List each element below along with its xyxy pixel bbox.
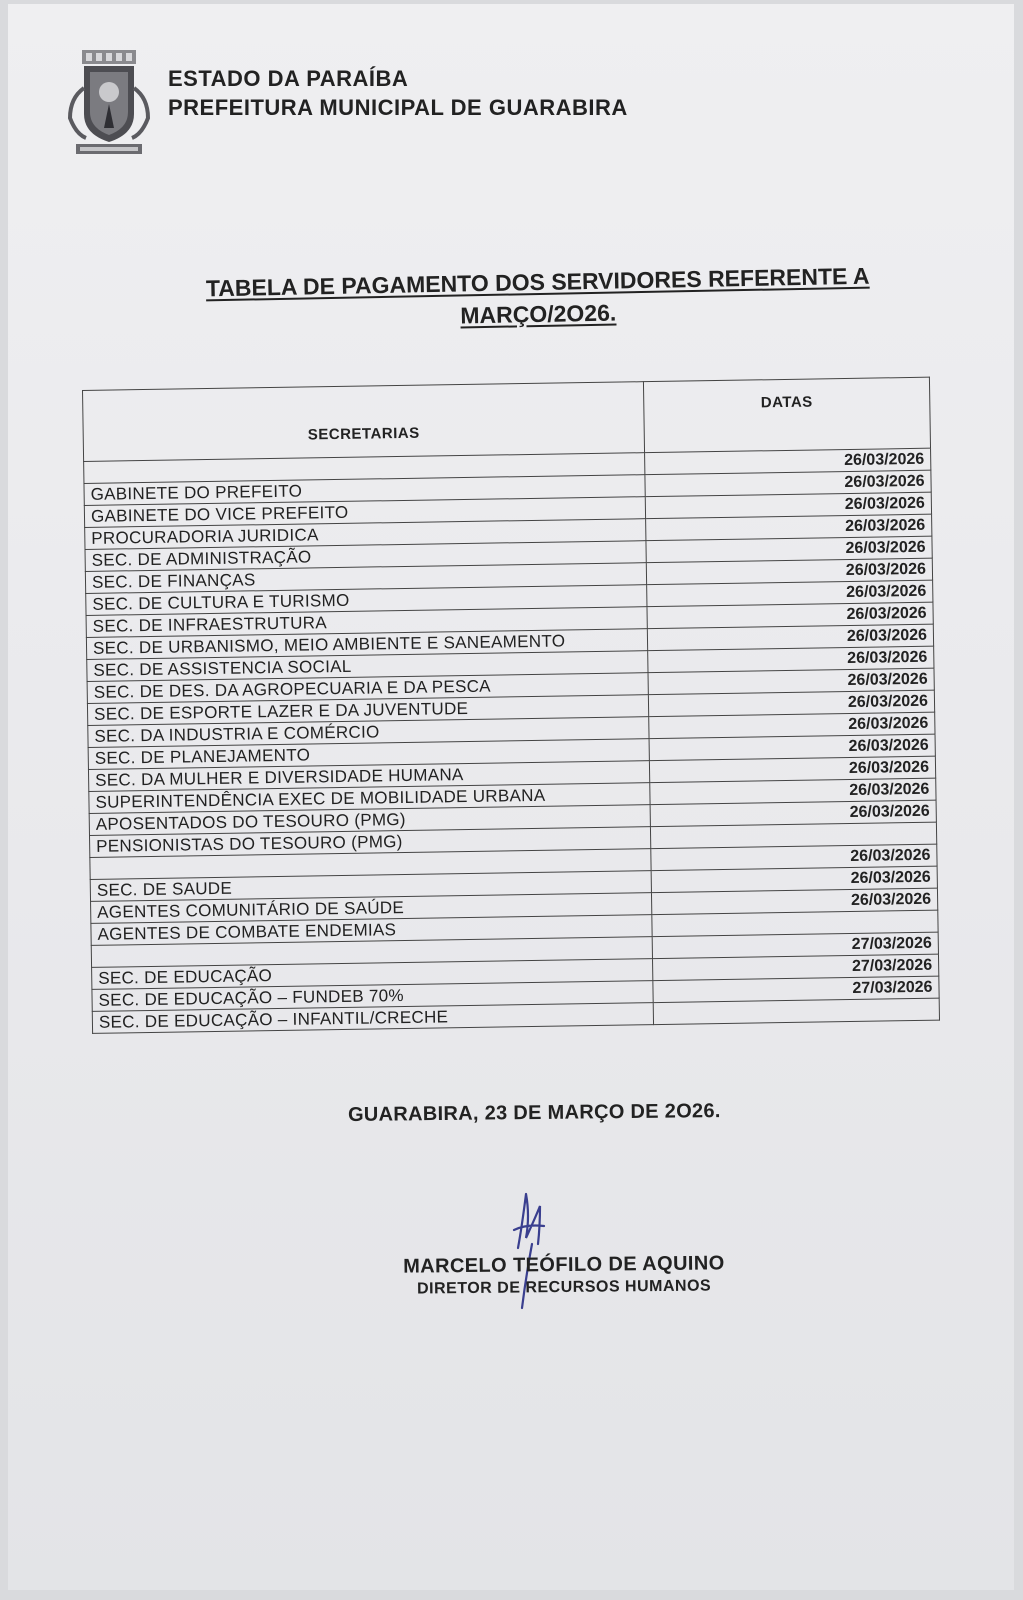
secretaria-cell: SEC. DE ESPORTE LAZER E DA JUVENTUDE xyxy=(87,695,648,726)
date-cell: 26/03/2026 xyxy=(646,558,932,584)
date-cell: 26/03/2026 xyxy=(645,448,931,474)
table-header-row xyxy=(83,377,931,461)
date-cell: 26/03/2026 xyxy=(649,712,935,738)
state-name: ESTADO DA PARAÍBA xyxy=(168,66,409,91)
title-line-1: TABELA DE PAGAMENTO DOS SERVIDORES REFERENTE A xyxy=(205,262,870,302)
secretaria-cell: GABINETE DO PREFEITO xyxy=(84,475,645,506)
date-cell: 26/03/2026 xyxy=(648,690,934,716)
date-cell: 26/03/2026 xyxy=(645,470,931,496)
secretaria-cell: AGENTES DE COMBATE ENDEMIAS xyxy=(91,915,652,946)
municipality-name: PREFEITURA MUNICIPAL DE GUARABIRA xyxy=(168,95,628,120)
date-cell: 26/03/2026 xyxy=(651,888,937,914)
place-and-date: GUARABIRA, 23 DE MARÇO DE 2O26. xyxy=(347,1100,721,1126)
date-cell: 26/03/2026 xyxy=(647,624,933,650)
secretaria-cell: SEC. DE PLANEJAMENTO xyxy=(88,739,649,770)
secretaria-cell: SEC. DE SAUDE xyxy=(90,871,651,902)
document-page xyxy=(8,4,1014,1590)
secretaria-cell: GABINETE DO VICE PREFEITO xyxy=(84,497,645,528)
date-cell: 26/03/2026 xyxy=(648,668,934,694)
secretaria-cell: SEC. DE FINANÇAS xyxy=(85,563,646,594)
date-cell: 26/03/2026 xyxy=(648,646,934,672)
column-header-secretarias: SECRETARIAS xyxy=(83,382,645,462)
signer-role: DIRETOR DE RECURSOS HUMANOS xyxy=(416,1277,712,1298)
header xyxy=(168,64,628,122)
secretaria-cell: PROCURADORIA JURIDICA xyxy=(85,519,646,550)
payment-table xyxy=(82,377,940,1034)
date-cell: 26/03/2026 xyxy=(645,492,931,518)
date-cell: 26/03/2026 xyxy=(647,580,933,606)
secretaria-cell: SEC. DE EDUCAÇÃO – INFANTIL/CRECHE xyxy=(92,1003,653,1034)
date-cell: 26/03/2026 xyxy=(650,800,936,826)
date-cell: 26/03/2026 xyxy=(651,866,937,892)
secretaria-cell: SEC. DE INFRAESTRUTURA xyxy=(86,607,647,638)
date-cell: 26/03/2026 xyxy=(650,778,936,804)
date-cell: 26/03/2026 xyxy=(646,536,932,562)
date-cell xyxy=(653,998,939,1024)
secretaria-cell: PENSIONISTAS DO TESOURO (PMG) xyxy=(89,827,650,858)
secretaria-cell: SEC. DE ADMINISTRAÇÃO xyxy=(85,541,646,572)
column-header-datas: DATAS xyxy=(643,377,930,452)
secretaria-cell: SEC. DE URBANISMO, MEIO AMBIENTE E SANEAMENTO xyxy=(86,629,647,660)
date-cell: 26/03/2026 xyxy=(647,602,933,628)
secretaria-cell: SEC. DA INDUSTRIA E COMÉRCIO xyxy=(88,717,649,748)
date-cell: 27/03/2026 xyxy=(653,976,939,1002)
secretaria-cell: SEC. DE DES. DA AGROPECUARIA E DA PESCA xyxy=(87,673,648,704)
secretaria-cell: SEC. DE EDUCAÇÃO xyxy=(92,959,653,990)
document-title xyxy=(137,258,938,337)
table-body xyxy=(84,448,940,1033)
secretaria-cell: SEC. DE EDUCAÇÃO – FUNDEB 70% xyxy=(92,981,653,1012)
secretaria-cell: SUPERINTENDÊNCIA EXEC DE MOBILIDADE URBANA xyxy=(89,783,650,814)
secretaria-cell: SEC. DE CULTURA E TURISMO xyxy=(86,585,647,616)
date-cell: 27/03/2026 xyxy=(653,954,939,980)
title-line-2: MARÇO/2O26. xyxy=(460,299,617,329)
date-cell: 26/03/2026 xyxy=(651,844,937,870)
date-cell: 26/03/2026 xyxy=(646,514,932,540)
secretaria-cell: SEC. DA MULHER E DIVERSIDADE HUMANA xyxy=(88,761,649,792)
signature-block xyxy=(384,1252,744,1299)
date-cell: 26/03/2026 xyxy=(649,734,935,760)
secretaria-cell: SEC. DE ASSISTENCIA SOCIAL xyxy=(87,651,648,682)
coat-of-arms-icon xyxy=(64,48,154,160)
date-cell: 26/03/2026 xyxy=(649,756,935,782)
secretaria-cell: AGENTES COMUNITÁRIO DE SAÚDE xyxy=(91,893,652,924)
signer-name: MARCELO TEÓFILO DE AQUINO xyxy=(403,1252,725,1278)
secretaria-cell: APOSENTADOS DO TESOURO (PMG) xyxy=(89,805,650,836)
date-cell: 27/03/2026 xyxy=(652,932,938,958)
